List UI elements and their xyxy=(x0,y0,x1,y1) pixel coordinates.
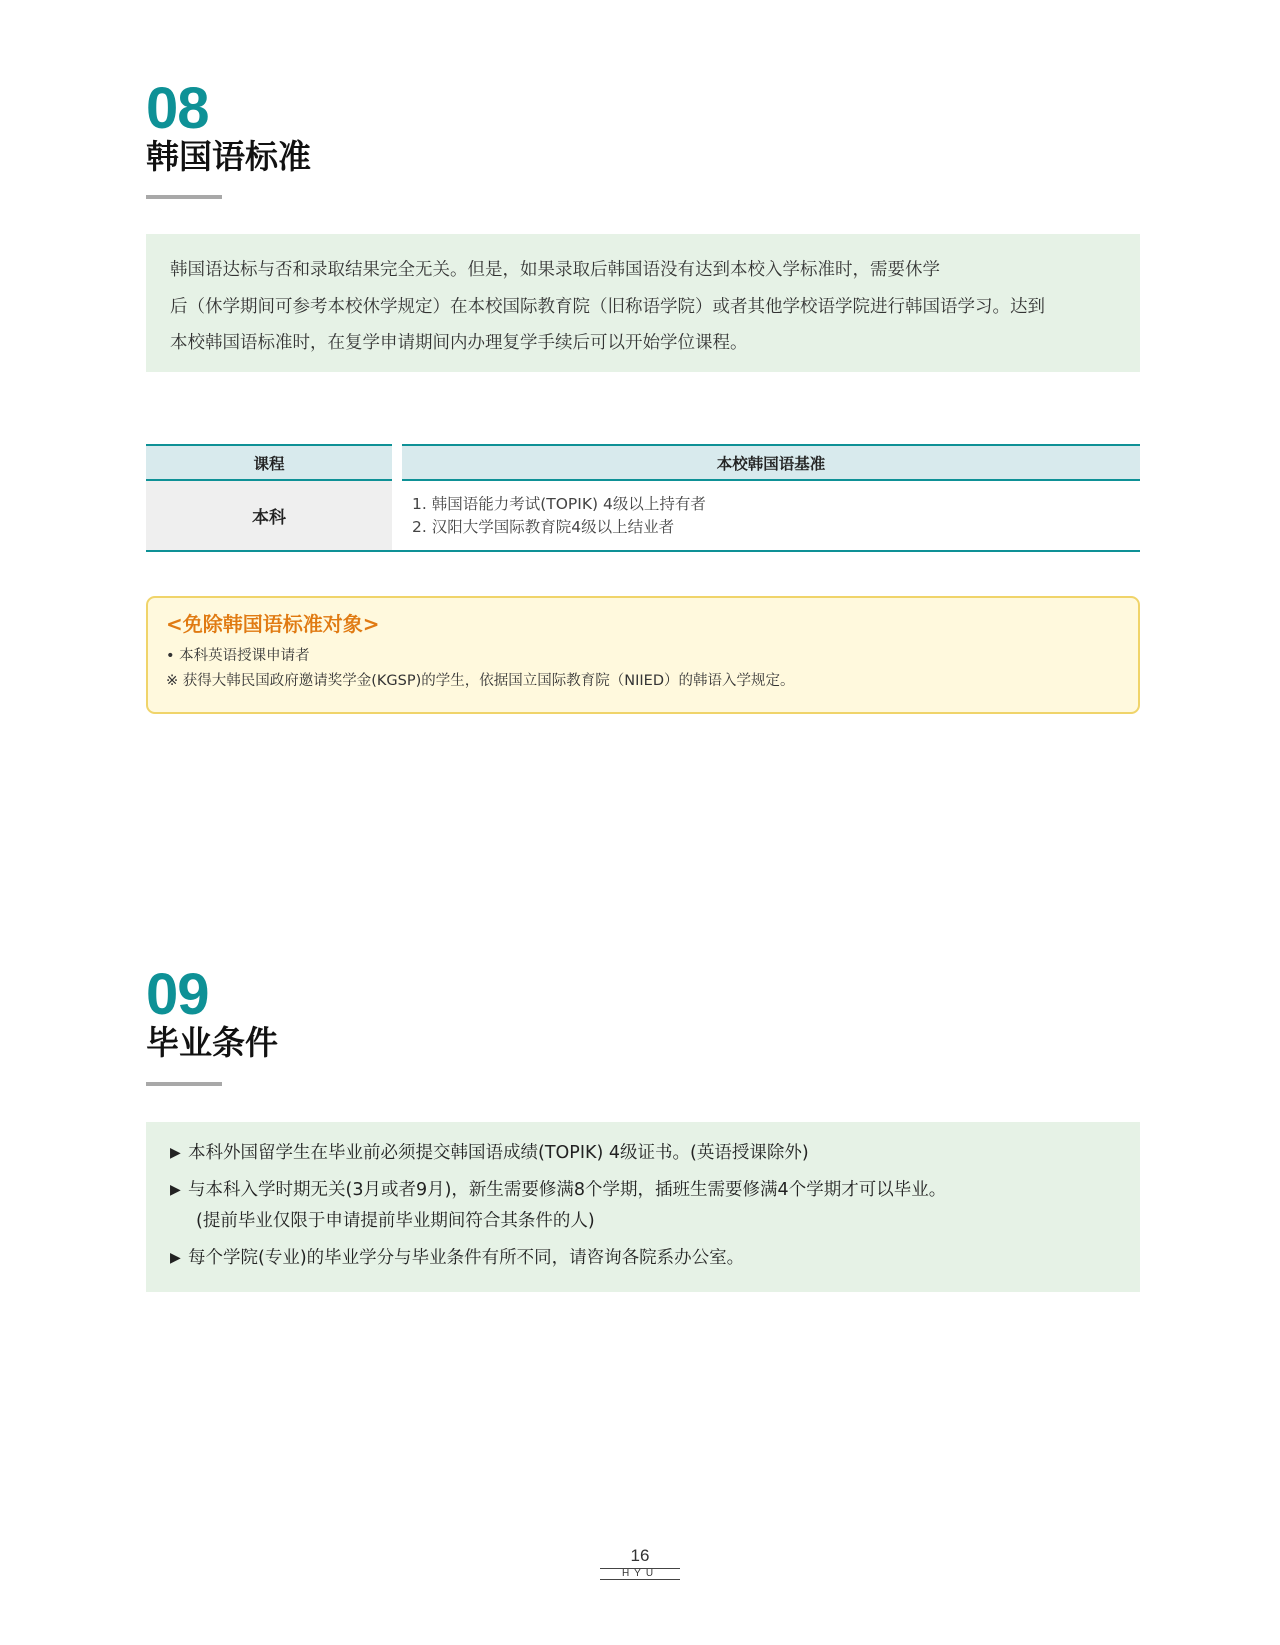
exemption-box xyxy=(146,596,1140,714)
intro-line: 后（休学期间可参考本校休学规定）在本校国际教育院（旧称语学院）或者其他学校语学院进行韩国语学习。达到 xyxy=(170,296,1045,317)
section-title: 韩国语标准 xyxy=(146,137,311,176)
footer-brand xyxy=(600,1567,680,1581)
graduation-item-text: 本科外国留学生在毕业前必须提交韩国语成绩(TOPIK) 4级证书。(英语授课除外) xyxy=(188,1143,809,1163)
graduation-item-text: 每个学院(专业)的毕业学分与毕业条件有所不同，请咨询各院系办公室。 xyxy=(188,1248,745,1268)
section-number: 09 xyxy=(146,962,209,1027)
graduation-item xyxy=(170,1175,1116,1237)
graduation-item-note: (提前毕业仅限于申请提前毕业期间符合其条件的人) xyxy=(196,1211,595,1231)
graduation-box xyxy=(146,1122,1140,1292)
table-header-standard: 本校韩国语基准 xyxy=(402,444,1140,481)
section-divider xyxy=(146,195,222,199)
table-cell-course: 本科 xyxy=(146,481,392,550)
section-number: 08 xyxy=(146,76,209,141)
table-cell-standard xyxy=(402,481,1140,550)
standard-item: 2. 汉阳大学国际教育院4级以上结业者 xyxy=(412,518,675,536)
graduation-item xyxy=(170,1138,1116,1169)
page-number: 16 xyxy=(630,1546,650,1565)
triangle-bullet-icon: ▶ xyxy=(170,1145,181,1161)
table-bottom-rule xyxy=(146,550,1140,552)
graduation-item-text xyxy=(188,1175,1116,1237)
footer-brand-text: HYU xyxy=(621,1568,659,1579)
intro-box xyxy=(146,234,1140,372)
graduation-item xyxy=(170,1243,1116,1274)
footer-rule xyxy=(600,1579,680,1580)
intro-line: 本校韩国语标准时，在复学申请期间内办理复学手续后可以开始学位课程。 xyxy=(170,333,748,353)
section-divider xyxy=(146,1082,222,1086)
exemption-title: <免除韩国语标准对象> xyxy=(166,612,380,636)
table-header-course: 课程 xyxy=(146,444,392,481)
graduation-item-main: 与本科入学时期无关(3月或者9月)，新生需要修满8个学期，插班生需要修满4个学期才可以毕业。 xyxy=(188,1180,947,1200)
korean-standard-table xyxy=(146,444,1140,552)
standard-item: 1. 韩国语能力考试(TOPIK) 4级以上持有者 xyxy=(412,495,706,513)
exemption-line: • 本科英语授课申请者 xyxy=(166,648,310,664)
triangle-bullet-icon: ▶ xyxy=(170,1250,181,1266)
triangle-bullet-icon: ▶ xyxy=(170,1182,181,1198)
exemption-line: ※ 获得大韩民国政府邀请奖学金(KGSP)的学生，依据国立国际教育院（NIIED）的韩语入学规定。 xyxy=(166,673,795,689)
intro-line: 韩国语达标与否和录取结果完全无关。但是，如果录取后韩国语没有达到本校入学标准时，需要休学 xyxy=(170,260,940,280)
section-title: 毕业条件 xyxy=(146,1023,278,1062)
